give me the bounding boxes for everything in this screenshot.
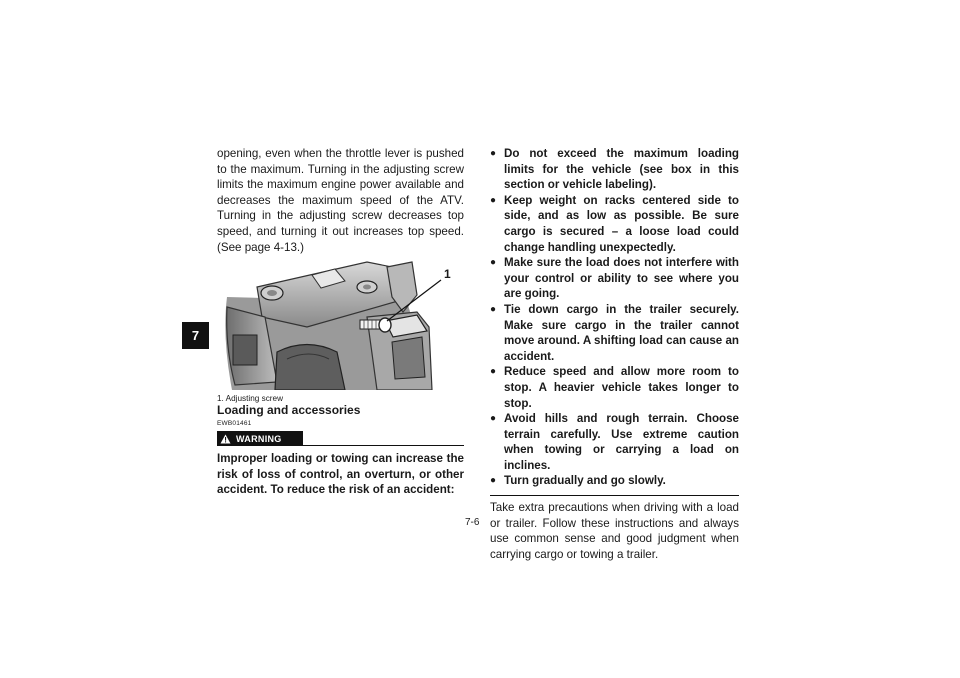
bullet-icon: ●: [490, 194, 497, 206]
adjusting-screw-figure: [217, 257, 464, 404]
bullet-item: ● Do not exceed the maximum loading limits for the vehicle (see box in this section or vehicle labeling).: [490, 147, 739, 192]
bullet-icon: ●: [490, 148, 497, 159]
figure-callout-number: 1: [444, 267, 451, 282]
warning-text: Improper loading or towing can increase the risk of loss of control, an overturn, or other accident. To reduce the risk of an accident:: [217, 452, 464, 497]
warning-end-rule: [490, 495, 739, 496]
left-column: [217, 146, 464, 498]
page-number: 7-6: [465, 517, 480, 528]
warning-bullet-list: [490, 146, 739, 489]
bullet-item: ● Turn gradually and go slowly.: [490, 474, 666, 488]
bullet-item: ● Avoid hills and rough terrain. Choose terrain carefully. Use extreme caution when towing or carrying a load on inclines.: [490, 412, 739, 472]
bullet-item: ● Make sure the load does not interfere with your control or ability to see where you are going.: [490, 256, 739, 301]
bullet-icon: ●: [490, 257, 497, 269]
bullet-item: ● Tie down cargo in the trailer securely. Make sure cargo in the trailer cannot move around. A shifting load can cause an accident.: [490, 302, 739, 363]
warning-rule: [303, 445, 464, 446]
right-column: [490, 146, 739, 562]
bullet-icon: ●: [490, 366, 497, 378]
bullet-icon: ●: [490, 475, 497, 487]
intro-paragraph: opening, even when the throttle lever is pushed to the maximum. Turning in the adjusting screw limits the maximum engine power available and decreases the maximum speed of the ATV. Turning in the adjusting screw decreases top speed, and turning it out increases top speed. (See page 4-13.): [217, 147, 464, 254]
chapter-tab: 7: [182, 322, 209, 349]
throttle-housing-illustration: [217, 257, 464, 390]
warning-triangle-icon: [220, 434, 231, 444]
bullet-icon: ●: [490, 303, 497, 315]
bullet-icon: ●: [490, 413, 497, 425]
figure-caption: 1. Adjusting screw: [217, 394, 283, 404]
warning-badge: [217, 431, 303, 446]
warning-label: WARNING: [236, 433, 282, 444]
warning-code: EWB01461: [217, 420, 252, 428]
closing-paragraph: Take extra precautions when driving with a load or trailer. Follow these instructions and always use common sense and good judgment when carrying cargo or towing a trailer.: [490, 501, 739, 561]
bullet-item: ● Reduce speed and allow more room to stop. A heavier vehicle takes longer to stop.: [490, 365, 739, 410]
section-heading: Loading and accessories: [217, 403, 361, 418]
warning-header: [217, 431, 464, 447]
bullet-item: ● Keep weight on racks centered side to side, and as low as possible. Be sure cargo is secured – a loose load could change handling unexpectedly.: [490, 193, 739, 254]
